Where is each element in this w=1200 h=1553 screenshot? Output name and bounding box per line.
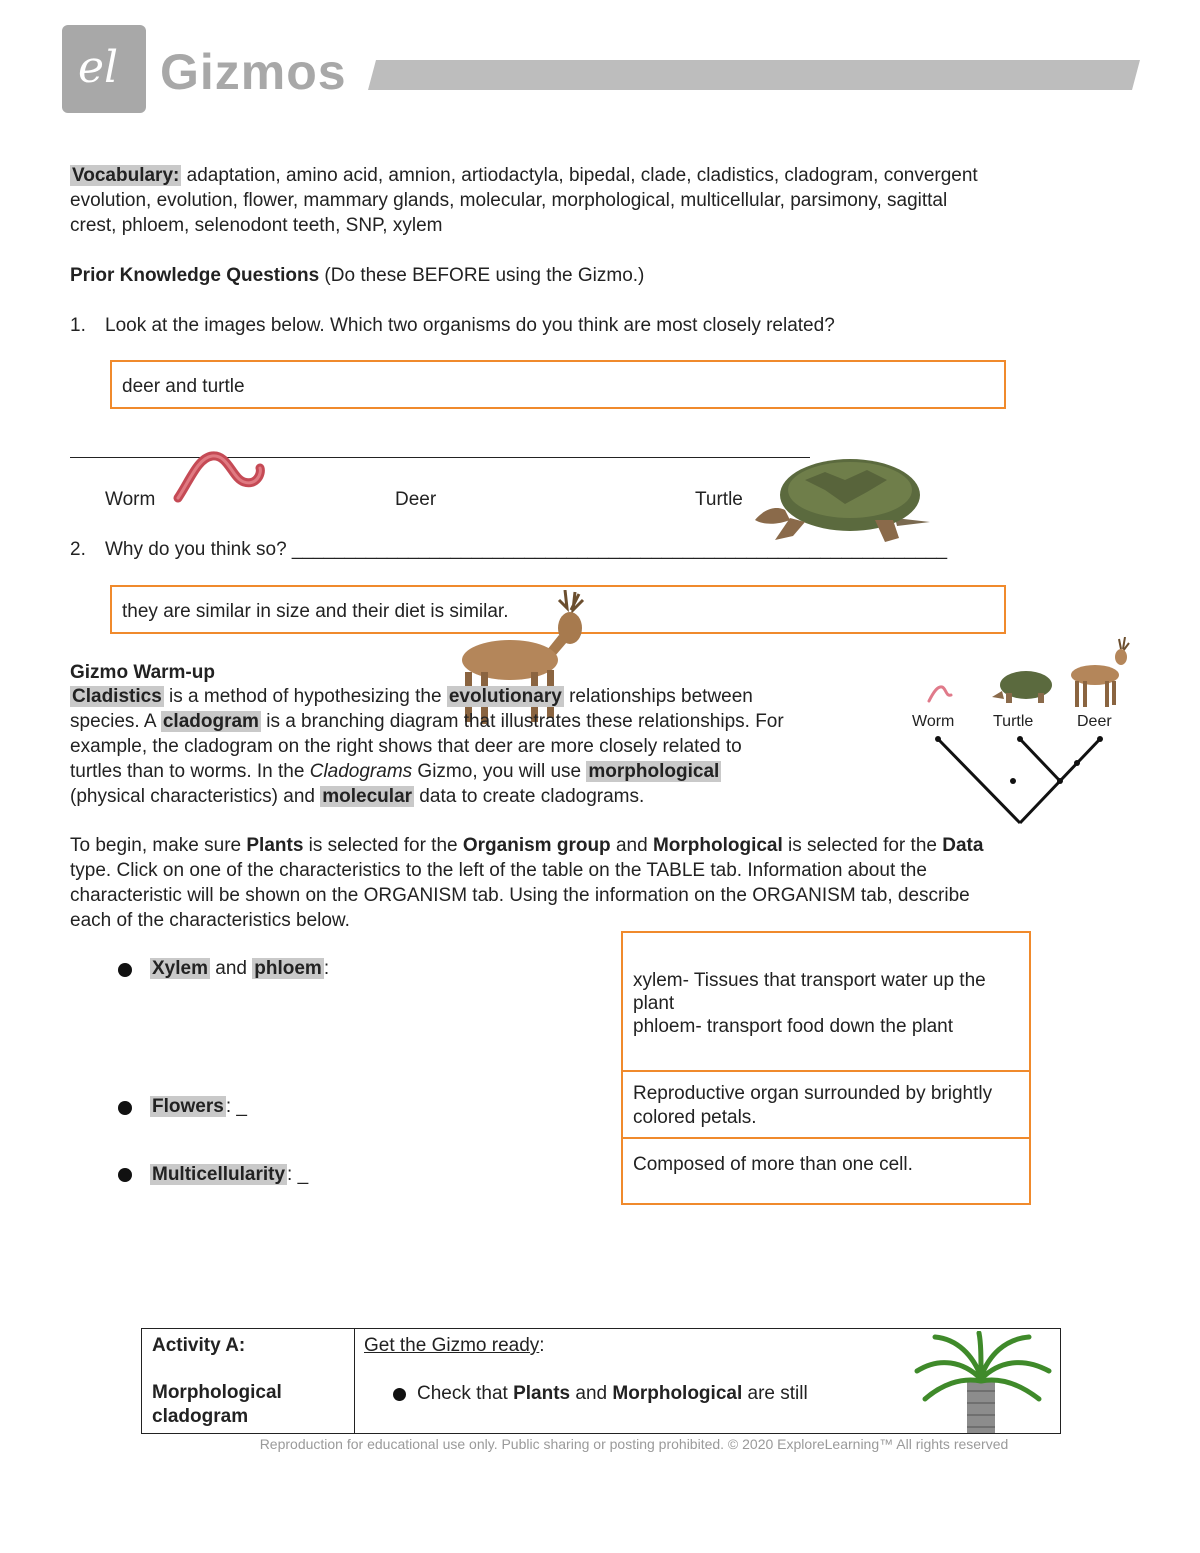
get-ready-heading: Get the Gizmo ready: [364, 1335, 545, 1356]
answer-flowers-text[interactable]: Reproductive organ surrounded by brightly colored petals. [633, 1083, 993, 1128]
explorelearning-logo [62, 25, 146, 113]
cladogram-label-deer: Deer [1077, 713, 1112, 730]
vocabulary-label: Vocabulary: [72, 165, 180, 186]
organism-label-deer: Deer [395, 489, 437, 510]
logo-mark: el [78, 42, 119, 93]
cladogram-tree [900, 735, 1140, 830]
prior-knowledge-heading: Prior Knowledge Questions (Do these BEFORE using the Gizmo.) [70, 265, 645, 286]
activity-content-cell [354, 1328, 1061, 1434]
organism-label-worm: Worm [105, 489, 156, 510]
q1-answer-text[interactable]: deer and turtle [122, 376, 245, 397]
characteristic-xylem-phloem: Xylem and phloem : [152, 958, 330, 979]
vocabulary-paragraph: Vocabulary: adaptation, amino acid, amnion, artiodactyla, bipedal, clade, cladistics, cladogram, convergent evolution, evolution, flower, mammary glands, molecular, morphological, multicellular, parsimony, sagittal crest, phloem, selenodont teeth, SNP, xylem [70, 165, 978, 236]
answer-xylem-phloem-text[interactable]: xylem- Tissues that transport water up the plant phloem- transport food down the plant [633, 970, 986, 1037]
cladogram-deer-icon [1065, 637, 1135, 709]
bullet-check [393, 1388, 406, 1401]
characteristic-multicellularity: Multicellularity : _ [152, 1164, 309, 1185]
warmup-paragraph: Cladistics is a method of hypothesizing the evolutionary relationships between species. A cladogram is a branching diagram that illustrates these relationships. For example, the cladogram on the right shows that deer are more closely related to turtles than to worms. In the Cladograms Gizmo, you will use morphological (physical characteristics) and molecular data to create cladograms. [70, 686, 784, 807]
answer-flowers-box[interactable] [621, 1070, 1031, 1139]
organism-label-turtle: Turtle [695, 489, 743, 510]
activity-title: Activity A: [152, 1335, 246, 1356]
answer-xylem-phloem-box[interactable] [621, 931, 1031, 1072]
question-2: 2. Why do you think so? ______________________________________________________________ [70, 539, 948, 560]
q1-answer-box[interactable] [110, 360, 1006, 409]
footer-text: Reproduction for educational use only. Public sharing or posting prohibited. © 2020 ExploreLearning™ All rights reserved [259, 1436, 1009, 1452]
question-1: 1. Look at the images below. Which two organisms do you think are most closely related? [70, 315, 835, 336]
cladogram-label-worm: Worm [912, 713, 955, 730]
instructions-paragraph: To begin, make sure Plants is selected for the Organism group and Morphological is selected for the Data type. Click on one of the characteristics to the left of the table on the TABLE tab. Information about the characteristic will be shown on the ORGANISM tab. Using the information on the ORGANISM tab, describe each of the characteristics below. [70, 835, 984, 931]
answer-multicellularity-box[interactable] [621, 1137, 1031, 1205]
cladogram-turtle-icon [988, 665, 1058, 707]
cladogram-worm-icon [926, 683, 954, 705]
cladogram-label-turtle: Turtle [993, 713, 1034, 730]
bullet-xylem [118, 963, 132, 977]
header-bar [368, 60, 1140, 90]
activity-title-cell [141, 1328, 355, 1434]
worm-image [170, 450, 270, 505]
cladogram-figure [900, 635, 1140, 830]
cycad-plant-image [913, 1331, 1053, 1433]
characteristic-flowers: Flowers : _ [152, 1096, 247, 1117]
q2-answer-text[interactable]: they are similar in size and their diet is similar. [122, 601, 509, 622]
warmup-heading: Gizmo Warm-up [70, 662, 215, 683]
activity-subtitle: Morphological cladogram [152, 1382, 282, 1427]
header [0, 0, 1200, 130]
check-instruction: Check that Plants and Morphological are still [417, 1383, 808, 1404]
bullet-multicellularity [118, 1168, 132, 1182]
bullet-flowers [118, 1101, 132, 1115]
gizmos-wordmark: Gizmos [160, 44, 347, 100]
answer-multicellularity-text[interactable]: Composed of more than one cell. [633, 1154, 913, 1175]
turtle-image [745, 450, 935, 545]
